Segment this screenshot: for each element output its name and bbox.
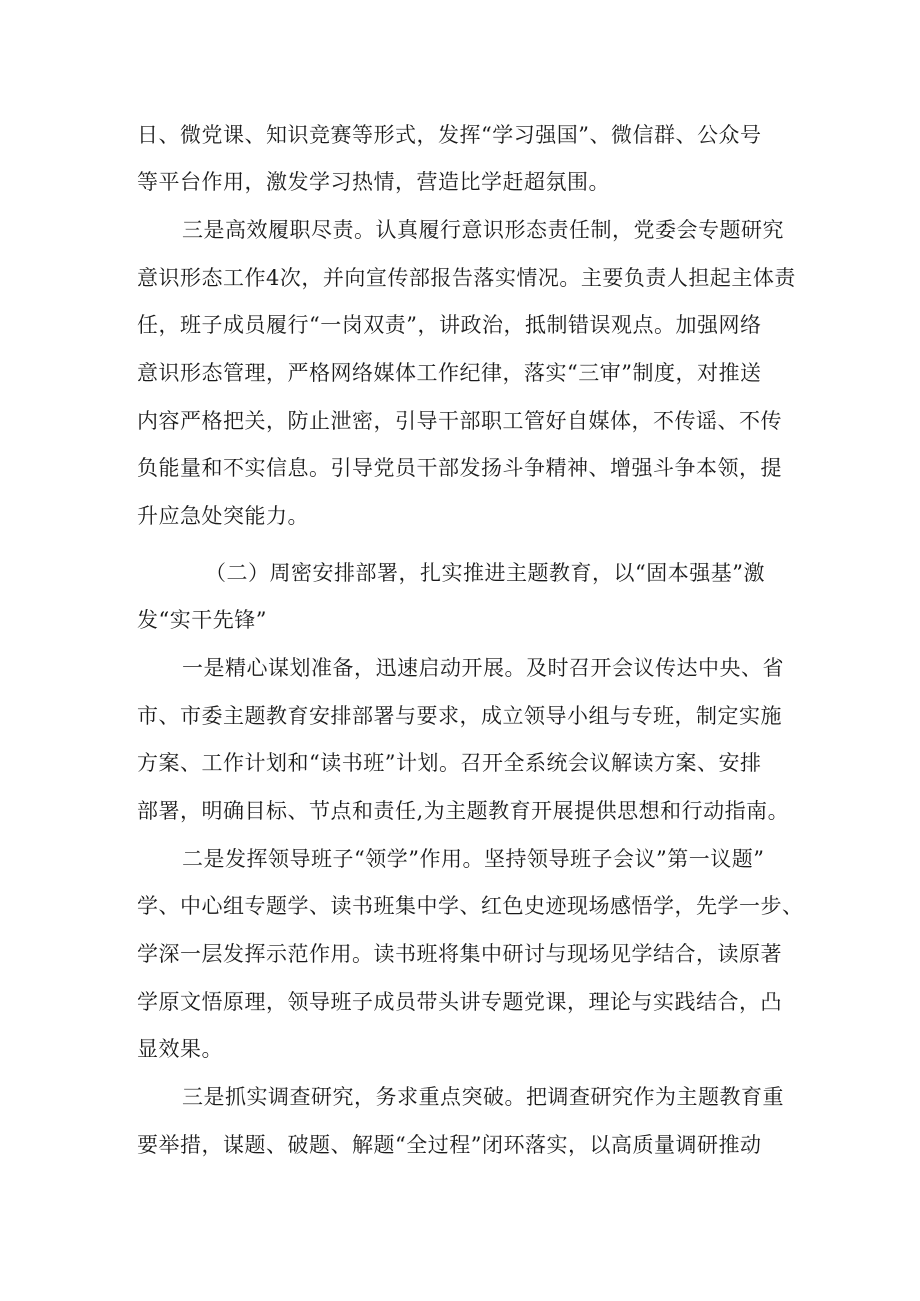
text-line: 意识形态工作4次，并向宣传部报告落实情况。主要负责人担起主体责 bbox=[137, 266, 796, 290]
section-heading-line: 发“实干先锋” bbox=[137, 608, 267, 632]
text-line: 学、中心组专题学、读书班集中学、红色史迹现场感悟学，先学一步、 bbox=[137, 894, 804, 918]
paragraph-start-line: 三是抓实调查研究，务求重点突破。把调查研究作为主题教育重 bbox=[182, 1085, 784, 1109]
text-line: 市、市委主题教育安排部署与要求，成立领导小组与专班，制定实施 bbox=[137, 704, 782, 728]
paragraph-start-line: 一是精心谋划准备，迅速启动开展。及时召开会议传达中央、省 bbox=[182, 656, 784, 680]
text-line: 学深一层发挥示范作用。读书班将集中研讨与现场见学结合，读原著 bbox=[137, 942, 782, 966]
text-line: 任，班子成员履行“一岗双责”，讲政治，抵制错误观点。加强网络 bbox=[137, 313, 762, 337]
text-line: 学原文悟原理，领导班子成员带头讲专题党课，理论与实践结合，凸 bbox=[137, 990, 782, 1014]
text-line: 内容严格把关，防止泄密，引导干部职工管好自媒体，不传谣、不传 bbox=[137, 409, 782, 433]
paragraph-start-line: 三是高效履职尽责。认真履行意识形态责任制，党委会专题研究 bbox=[182, 218, 784, 242]
text-line: 显效果。 bbox=[137, 1037, 223, 1061]
text-line: 日、微党课、知识竞赛等形式，发挥“学习强国”、微信群、公众号 bbox=[137, 123, 762, 147]
paragraph-start-line: 二是发挥领导班子“领学”作用。坚持领导班子会议”第一议题” bbox=[182, 847, 765, 871]
text-line: 部署，明确目标、节点和责任,为主题教育开展提供思想和行动指南。 bbox=[137, 799, 790, 823]
section-heading-line: （二）周密安排部署，扎实推进主题教育，以“固本强基”激 bbox=[205, 561, 765, 585]
text-line: 要举措，谋题、破题、解题“全过程”闭环落实，以高质量调研推动 bbox=[137, 1133, 762, 1157]
text-line: 升应急处突能力。 bbox=[137, 504, 309, 528]
text-line: 意识形态管理，严格网络媒体工作纪律，落实“三审”制度，对推送 bbox=[137, 361, 762, 385]
text-line: 方案、工作计划和“读书班”计划。召开全系统会议解读方案、安排 bbox=[137, 751, 762, 775]
text-line: 负能量和不实信息。引导党员干部发扬斗争精神、增强斗争本领，提 bbox=[137, 456, 782, 480]
text-line: 等平台作用，激发学习热情，营造比学赶超氛围。 bbox=[137, 170, 610, 194]
